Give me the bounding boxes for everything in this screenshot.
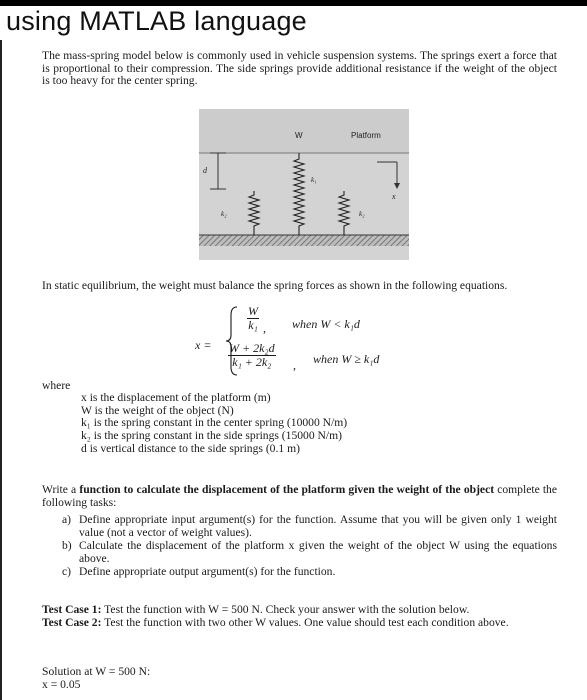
solution-line-1: Solution at W = 500 N: xyxy=(42,665,151,678)
platform-label: Platform xyxy=(351,131,381,140)
left-border xyxy=(0,40,2,700)
case1-denominator: k₁ xyxy=(248,318,258,332)
task-text: Define appropriate output argument(s) for the function. xyxy=(79,565,336,579)
case1-comma: , xyxy=(263,321,266,335)
equation-lhs: x = xyxy=(195,338,212,352)
d-label: d xyxy=(203,166,207,175)
case1-numerator: W xyxy=(248,304,258,318)
task-intro xyxy=(42,484,557,509)
case2-numerator: W + 2k₂d xyxy=(229,341,275,355)
weight-label: W xyxy=(295,131,303,140)
task-label: c) xyxy=(62,565,72,579)
task-list xyxy=(62,514,557,580)
definition-item: k₂ is the spring constant in the side springs (15000 N/m) xyxy=(81,429,343,443)
definition-item: W is the weight of the object (N) xyxy=(81,403,234,417)
case2-fraction xyxy=(228,342,276,369)
definition-item: d is vertical distance to the side springs (0.1 m) xyxy=(81,441,300,455)
where-label: where xyxy=(42,379,71,392)
task-label: a) xyxy=(62,513,72,526)
task-text: Define appropriate input argument(s) for the function. Assume that you will be given only 1 weight value (not a vector of weight values). xyxy=(79,513,557,539)
test-case-2 xyxy=(42,617,557,630)
test1-label: Test Case 1: xyxy=(42,603,102,616)
test-cases xyxy=(42,604,557,629)
test1-text: Test the function with W = 500 N. Check your answer with the solution below. xyxy=(101,603,470,616)
task-item xyxy=(62,514,557,539)
task-text: Calculate the displacement of the platform x given the weight of the object W using the equations above. xyxy=(79,539,557,565)
solution-block xyxy=(42,665,150,691)
equilibrium-paragraph: In static equilibrium, the weight must balance the spring forces as shown in the following equations. xyxy=(42,279,508,292)
definition-item: x is the displacement of the platform (m) xyxy=(81,391,271,404)
task-item xyxy=(62,540,557,565)
test2-text: Test the function with two other W values. One value should test each condition above. xyxy=(101,615,509,629)
k1-label: k₁ xyxy=(311,176,317,184)
case2-condition: when W ≥ k₁d xyxy=(313,352,380,366)
case1-fraction xyxy=(247,305,259,332)
case1-condition: when W < k₁d xyxy=(292,317,360,331)
piecewise-equation xyxy=(195,305,445,380)
k2-left-label: k₂ xyxy=(221,210,227,218)
task-intro-post: complete the following tasks: xyxy=(42,483,557,509)
test2-label: Test Case 2: xyxy=(42,615,102,629)
task-intro-bold: function to calculate the displacement of the platform given the weight of the object xyxy=(79,483,495,496)
definition-item: k₁ is the spring constant in the center spring (10000 N/m) xyxy=(81,416,348,430)
case2-comma: , xyxy=(293,358,296,372)
x-label: x xyxy=(392,192,396,201)
intro-paragraph: The mass-spring model below is commonly used in vehicle suspension systems. The springs exert a force that is proportional to their compression. The side springs provide additional resistance if the weight of the object is too heavy for the center spring. xyxy=(42,49,557,88)
case2-denominator: k₁ + 2k₂ xyxy=(232,355,272,369)
task-intro-pre: Write a xyxy=(42,483,80,496)
mass-spring-figure xyxy=(199,109,409,260)
solution-line-2: x = 0.05 xyxy=(42,678,81,691)
variable-definitions xyxy=(81,392,347,456)
task-label: b) xyxy=(62,539,72,553)
task-item xyxy=(62,566,557,579)
page-heading: using MATLAB language xyxy=(6,6,307,36)
k2-right-label: k₂ xyxy=(359,210,365,218)
